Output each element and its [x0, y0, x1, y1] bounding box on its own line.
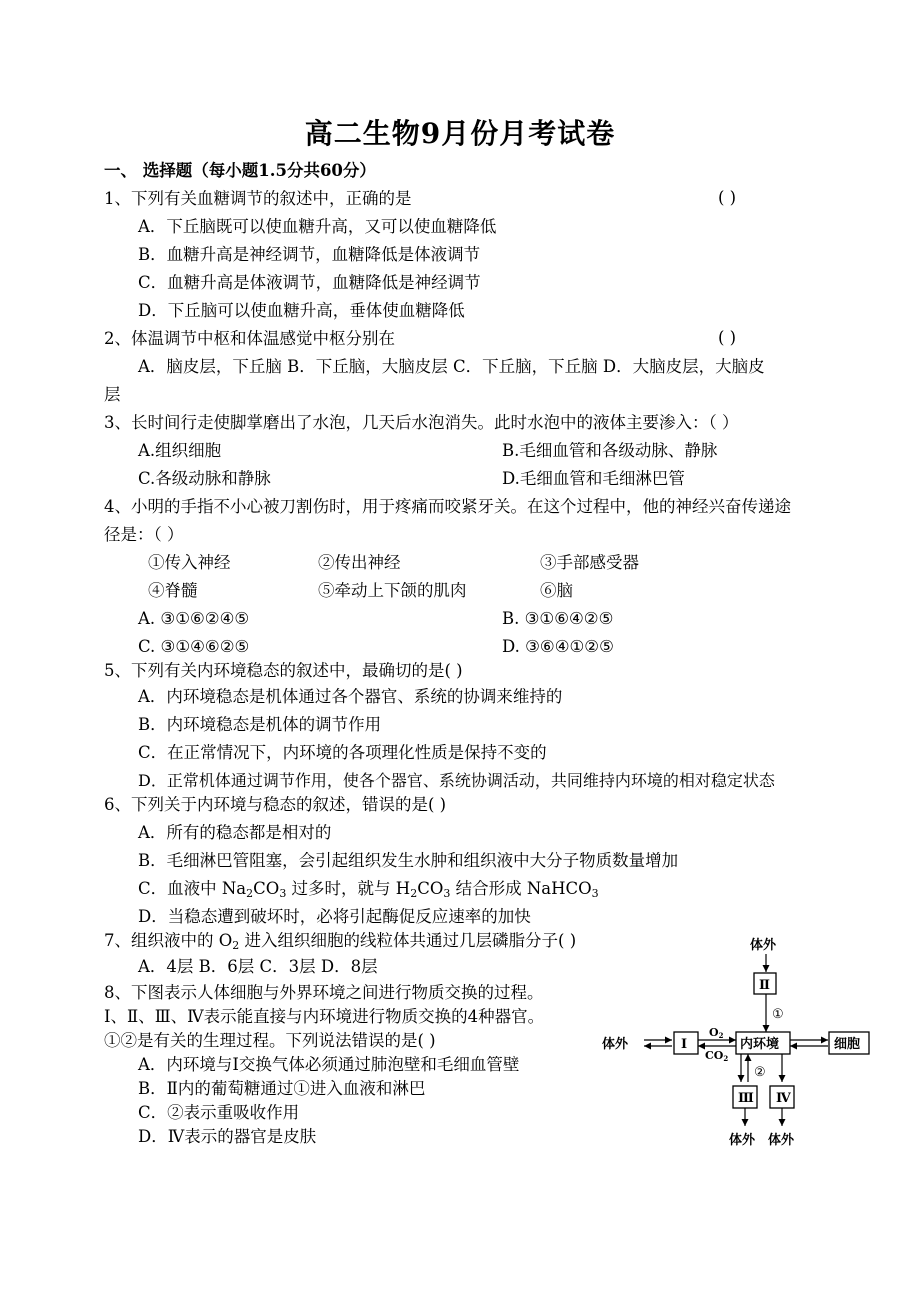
outside-label-bottom-left: 体外 — [729, 1133, 756, 1148]
q1-option-d: D．下丘脑可以使血糖升高，垂体使血糖降低 — [138, 301, 465, 320]
q2-stem: 2、体温调节中枢和体温感觉中枢分别在 — [104, 329, 395, 348]
q4-stem: 4、小明的手指不小心被刀割伤时，用于疼痛而咬紧牙关。在这个过程中，他的神经兴奋传递途 — [104, 497, 791, 516]
q4-option-a: A. ③①⑥②④⑤ — [138, 609, 250, 628]
q4-option-b: B. ③①⑥④②⑤ — [502, 609, 614, 628]
section-heading: 一、 选择题（每小题1.5分共60分） — [104, 161, 376, 180]
q6-stem: 6、下列关于内环境与稳态的叙述，错误的是( ) — [104, 795, 447, 814]
q4-item-6: ⑥脑 — [540, 581, 573, 600]
q8-stem-cont2: ①②是有关的生理过程。下列说法错误的是( ) — [104, 1031, 436, 1050]
q3-option-a: A.组织细胞 — [138, 441, 222, 460]
q7-options: A．4层 B．6层 C．3层 D．8层 — [138, 957, 378, 976]
q5-option-a: A．内环境稳态是机体通过各个器官、系统的协调来维持的 — [138, 687, 563, 706]
q4-stem-cont: 径是：（ ） — [104, 525, 184, 544]
q8-option-a: A．内环境与Ⅰ交换气体必须通过肺泡壁和毛细血管壁 — [138, 1055, 520, 1074]
q8-stem: 8、下图表示人体细胞与外界环境之间进行物质交换的过程。 — [104, 983, 544, 1002]
q1-stem: 1、下列有关血糖调节的叙述中，正确的是 — [104, 189, 412, 208]
q5-option-d: D．正常机体通过调节作用，使各个器官、系统协调活动，共同维持内环境的相对稳定状态 — [138, 771, 775, 790]
q4-item-3: ③手部感受器 — [540, 553, 639, 572]
q2-answer-paren: ( ) — [718, 328, 737, 347]
q5-option-c: C．在正常情况下，内环境的各项理化性质是保持不变的 — [138, 743, 547, 762]
organ-III-label: Ⅲ — [738, 1091, 754, 1106]
process-2-label: ② — [754, 1065, 766, 1080]
q6-option-a: A．所有的稳态都是相对的 — [138, 823, 332, 842]
q4-option-d: D. ③⑥④①②⑤ — [502, 637, 614, 656]
o2-label: O2 — [709, 1026, 724, 1040]
q4-item-5: ⑤牵动上下颌的肌肉 — [318, 581, 467, 600]
outside-label-bottom-right: 体外 — [768, 1133, 795, 1148]
q1-option-c: C．血糖升高是体液调节，血糖降低是神经调节 — [138, 273, 481, 292]
q3-option-b: B.毛细血管和各级动脉、静脉 — [502, 441, 718, 460]
q4-item-1: ①传入神经 — [148, 553, 231, 572]
q2-options-tail: 层 — [104, 385, 121, 404]
q3-option-c: C.各级动脉和静脉 — [138, 469, 271, 488]
q8-stem-cont1: Ⅰ、Ⅱ、Ⅲ、Ⅳ表示能直接与内环境进行物质交换的4种器官。 — [104, 1007, 545, 1026]
q4-item-2: ②传出神经 — [318, 553, 401, 572]
q5-stem: 5、下列有关内环境稳态的叙述中，最确切的是( ) — [104, 661, 463, 680]
process-1-label: ① — [772, 1007, 784, 1022]
internal-env-label: 内环境 — [740, 1037, 780, 1052]
organ-I-label: Ⅰ — [681, 1037, 688, 1052]
q5-option-b: B．内环境稳态是机体的调节作用 — [138, 715, 382, 734]
outside-label-left: 体外 — [602, 1037, 629, 1052]
q6-option-d: D．当稳态遭到破坏时，必将引起酶促反应速率的加快 — [138, 907, 531, 926]
q1-option-b: B．血糖升高是神经调节，血糖降低是体液调节 — [138, 245, 481, 264]
q1-answer-paren: ( ) — [718, 188, 737, 207]
material-exchange-diagram — [596, 934, 886, 1154]
q2-options: A．脑皮层，下丘脑 B．下丘脑，大脑皮层 C．下丘脑，下丘脑 D．大脑皮层，大脑皮 — [138, 357, 765, 376]
organ-II-label: Ⅱ — [759, 978, 770, 993]
cell-label: 细胞 — [834, 1037, 861, 1052]
organ-IV-label: Ⅳ — [776, 1091, 791, 1106]
q7-stem: 7、组织液中的 $O_2$ 进入组织细胞的线粒体共通过几层磷脂分子( ) — [104, 931, 577, 952]
q4-option-c: C. ③①④⑥②⑤ — [138, 637, 250, 656]
q3-option-d: D.毛细血管和毛细淋巴管 — [502, 469, 685, 488]
co2-label: CO2 — [705, 1049, 729, 1063]
page-title: 高二生物9月份月考试卷 — [304, 117, 616, 150]
q8-option-b: B．Ⅱ内的葡萄糖通过①进入血液和淋巴 — [138, 1079, 426, 1098]
q6-option-c: C．血液中 $Na_2CO_3$ 过多时，就与 $H_2CO_3$ 结合形成 NaHCO$_3$ — [138, 879, 599, 900]
outside-label-top: 体外 — [750, 938, 777, 953]
q6-option-b: B．毛细淋巴管阻塞，会引起组织发生水肿和组织液中大分子物质数量增加 — [138, 851, 679, 870]
q1-option-a: A．下丘脑既可以使血糖升高，又可以使血糖降低 — [138, 217, 497, 236]
q8-option-d: D．Ⅳ表示的器官是皮肤 — [138, 1127, 317, 1146]
q4-item-4: ④脊髓 — [148, 581, 198, 600]
q8-option-c: C．②表示重吸收作用 — [138, 1103, 300, 1122]
q3-stem: 3、长时间行走使脚掌磨出了水泡，几天后水泡消失。此时水泡中的液体主要渗入：（ ） — [104, 413, 739, 432]
